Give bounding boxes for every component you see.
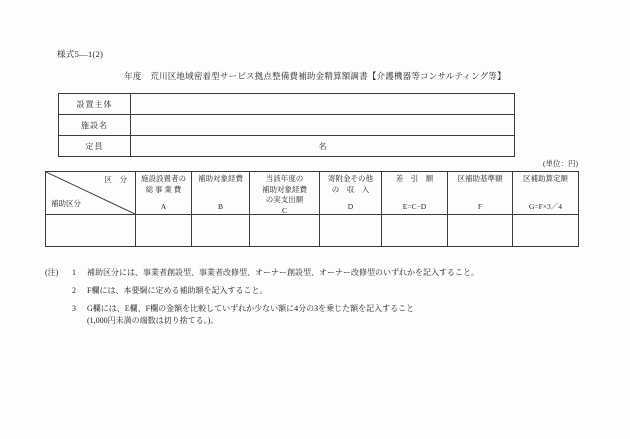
column-code: F bbox=[477, 201, 483, 211]
column-header-ward-subsidy-calculated: 区補助算定額 G=F×3／4 bbox=[513, 172, 579, 215]
data-cell-b bbox=[192, 215, 250, 247]
data-cell-g bbox=[513, 215, 579, 247]
info-row-label: 定員 bbox=[59, 136, 131, 157]
note-number: 2 bbox=[72, 286, 76, 295]
info-row-establisher bbox=[59, 94, 515, 115]
note-number: 1 bbox=[72, 268, 76, 277]
column-code: A bbox=[160, 201, 167, 211]
info-row-value bbox=[131, 94, 515, 115]
facility-info-table bbox=[58, 93, 515, 157]
note-item-1 bbox=[45, 268, 590, 278]
info-row-facility-name bbox=[59, 115, 515, 136]
data-cell-a bbox=[136, 215, 192, 247]
data-cell-subsidy-category bbox=[46, 215, 136, 247]
column-header-balance: 差 引 額 E=C−D bbox=[382, 172, 448, 215]
corner-header-cell bbox=[46, 172, 136, 215]
note-item-2 bbox=[45, 286, 590, 296]
note-item-3-continuation bbox=[45, 316, 590, 326]
column-header-donations-other-income: 寄附金その他 の 収 入 D bbox=[320, 172, 382, 215]
note-text: (1,000円未満の端数は切り捨てる。)。 bbox=[87, 316, 219, 325]
column-header-ward-subsidy-standard: 区補助基準額 F bbox=[448, 172, 513, 215]
info-row-label: 施設名 bbox=[59, 115, 131, 136]
notes-section bbox=[45, 268, 590, 334]
column-header-total-project-cost: 施設設置者の 総 事 業 費 A bbox=[136, 172, 192, 215]
info-row-value: 名 bbox=[131, 136, 515, 157]
column-header-actual-expenditure: 当該年度の 補助対象経費 の実支出額 C bbox=[250, 172, 320, 215]
corner-label-subsidy-category: 補助区分 bbox=[51, 198, 81, 208]
info-row-value bbox=[131, 115, 515, 136]
note-text: F欄には、本要綱に定める補助額を記入すること。 bbox=[87, 286, 268, 295]
column-code: B bbox=[217, 201, 223, 211]
column-code: E=C−D bbox=[402, 201, 427, 211]
data-cell-e bbox=[382, 215, 448, 247]
unit-label: (単位：円) bbox=[543, 159, 578, 168]
column-code: D bbox=[347, 201, 354, 211]
note-number: 3 bbox=[72, 304, 76, 313]
form-number: 様式5—1(2) bbox=[57, 49, 104, 59]
settlement-header-row bbox=[46, 172, 579, 215]
note-text: G欄には、E欄、F欄の金額を比較していずれか少ない額に4分の3を乗じた額を記入すること bbox=[87, 304, 415, 313]
info-row-label: 設置主体 bbox=[59, 94, 131, 115]
data-cell-f bbox=[448, 215, 513, 247]
column-code: G=F×3／4 bbox=[528, 201, 563, 211]
note-marker: (注) bbox=[45, 268, 59, 277]
corner-label-category: 区 分 bbox=[104, 175, 127, 184]
settlement-data-row bbox=[46, 215, 579, 247]
note-text: 補助区分には、事業者創設型、事業者改修型、オーナー創設型、オーナー改修型のいずれかを記入すること。 bbox=[87, 268, 479, 277]
data-cell-c bbox=[250, 215, 320, 247]
column-code: C bbox=[281, 205, 287, 215]
column-header-eligible-expenses: 補助対象経費 B bbox=[192, 172, 250, 215]
settlement-table bbox=[45, 171, 579, 247]
info-row-capacity bbox=[59, 136, 515, 157]
data-cell-d bbox=[320, 215, 382, 247]
note-item-3 bbox=[45, 304, 590, 314]
document-title: 年度 荒川区地域密着型サービス拠点整備費補助金精算額調書【介護機器等コンサルティング等】 bbox=[124, 71, 506, 81]
